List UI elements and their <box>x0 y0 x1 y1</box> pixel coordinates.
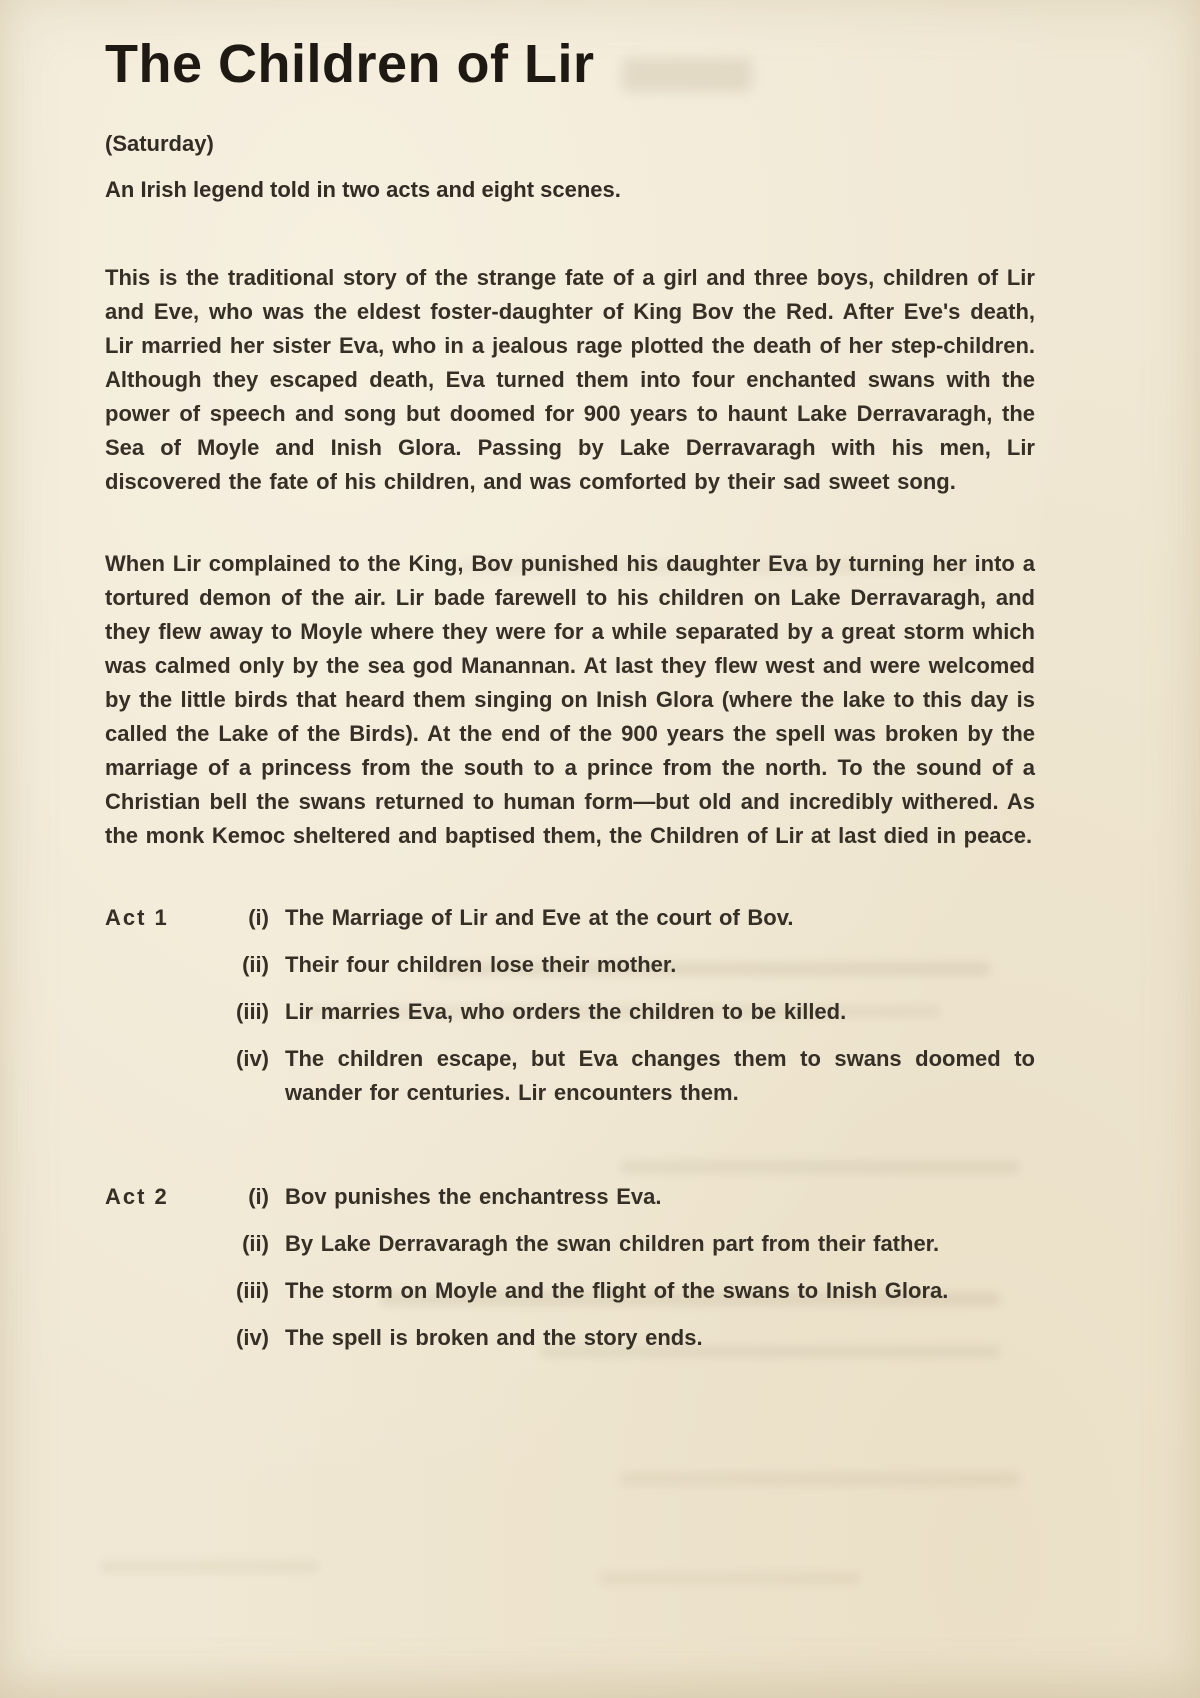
scene-numeral: (i) <box>248 904 269 930</box>
act-2-scene-list <box>200 1180 1035 1355</box>
scene-description: The spell is broken and the story ends. <box>285 1324 703 1350</box>
scene-row <box>200 1321 1035 1355</box>
scene-numeral: (iii) <box>236 1277 269 1303</box>
scene-row <box>200 948 1035 982</box>
scene-description: The children escape, but Eva changes them to swans doomed to wander for centuries. Lir encounters them. <box>285 1045 1035 1105</box>
bleed-through-artifact <box>620 1472 1020 1486</box>
scene-description: Lir marries Eva, who orders the children to be killed. <box>285 998 847 1024</box>
scene-numeral: (ii) <box>242 951 269 977</box>
bleed-through-artifact <box>100 1560 320 1573</box>
scene-row <box>200 901 1035 935</box>
scene-numeral: (i) <box>248 1183 269 1209</box>
scene-row <box>200 1227 1035 1261</box>
performance-day: (Saturday) <box>105 130 214 156</box>
act-1-section <box>105 901 1035 1110</box>
act-2-section <box>105 1180 1035 1355</box>
scene-description: The storm on Moyle and the flight of the swans to Inish Glora. <box>285 1277 949 1303</box>
scene-description: Their four children lose their mother. <box>285 951 677 977</box>
scene-description: By Lake Derravaragh the swan children part from their father. <box>285 1230 940 1256</box>
act-2-label: Act 2 <box>105 1183 169 1209</box>
synopsis-paragraph-1: This is the traditional story of the strange fate of a girl and three boys, children of Lir and Eve, who was the eldest foster-daughter of King Bov the Red. After Eve's death, Lir married her sister Eva, who in a jealous rage plotted the death of her step-children. Although they escaped death, Eva turned them into four enchanted swans with the power of speech and song but doomed for 900 years to haunt Lake Derravaragh, the Sea of Moyle and Inish Glora. Passing by Lake Derravaragh with his men, Lir discovered the fate of his children, and was comforted by their sad sweet song. <box>105 264 1035 494</box>
tagline: An Irish legend told in two acts and eight scenes. <box>105 176 621 202</box>
scene-row <box>200 1042 1035 1110</box>
scene-description: Bov punishes the enchantress Eva. <box>285 1183 662 1209</box>
act-1-scene-list <box>200 901 1035 1110</box>
act-1-label: Act 1 <box>105 904 169 930</box>
scene-description: The Marriage of Lir and Eve at the court of Bov. <box>285 904 794 930</box>
scene-row <box>200 1180 1035 1214</box>
scene-numeral: (iv) <box>236 1045 269 1071</box>
scene-row <box>200 995 1035 1029</box>
scene-numeral: (iii) <box>236 998 269 1024</box>
bleed-through-artifact <box>600 1572 860 1585</box>
synopsis-paragraph-2: When Lir complained to the King, Bov punished his daughter Eva by turning her into a tortured demon of the air. Lir bade farewell to his children on Lake Derravaragh, and they flew away to Moyle where they were for a while separated by a great storm which was calmed only by the sea god Manannan. At last they flew west and were welcomed by the little birds that heard them singing on Inish Glora (where the lake to this day is called the Lake of the Birds). At the end of the 900 years the spell was broken by the marriage of a princess from the south to a prince from the north. To the sound of a Christian bell the swans returned to human form—but old and incredibly withered. As the monk Kemoc sheltered and baptised them, the Children of Lir at last died in peace. <box>105 550 1035 848</box>
scene-numeral: (iv) <box>236 1324 269 1350</box>
page-title: The Children of Lir <box>105 34 595 94</box>
scene-row <box>200 1274 1035 1308</box>
scene-numeral: (ii) <box>242 1230 269 1256</box>
